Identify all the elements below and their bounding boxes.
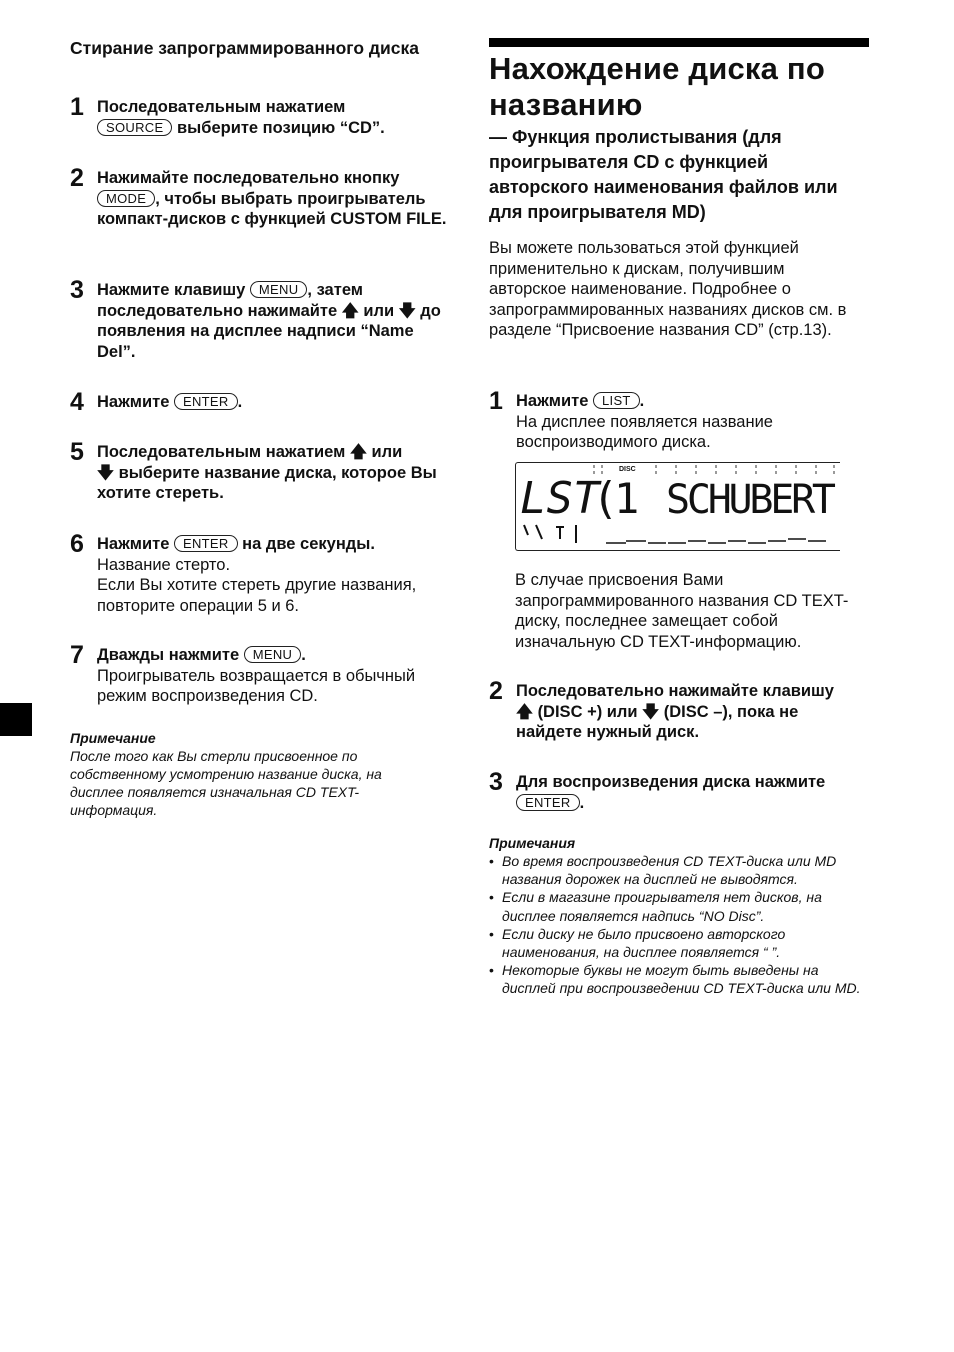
list-key: LIST xyxy=(593,392,640,409)
source-key: SOURCE xyxy=(97,119,172,136)
step-number: 3 xyxy=(70,276,84,304)
step-text: . xyxy=(639,392,645,410)
lcd-bottom-glyphs xyxy=(524,525,576,543)
step-text: Нажмите xyxy=(97,393,170,411)
step-text: до появления на дисплее надписи “Name Del”. xyxy=(97,301,441,361)
step-text: Нажмите клавишу xyxy=(97,281,246,299)
section-subheading: Стирание запрограммированного диска xyxy=(70,38,419,58)
note-item: • Если диску не было присвоено авторского наименования, на дисплее появляется “ ”. xyxy=(489,925,864,961)
menu-key: MENU xyxy=(244,646,301,663)
display-explanation: В случае присвоения Вами запрограммированного названия CD TEXT-диску, последнее замещает собой изначальную CD TEXT-информацию. xyxy=(515,571,849,651)
step-number: 3 xyxy=(489,768,503,796)
lcd-disc-name: SCHUBERT xyxy=(666,477,836,523)
step-number: 4 xyxy=(70,388,84,416)
lcd-disc-number: 1 xyxy=(614,474,640,523)
note-text: После того как Вы стерли присвоенное по собственному усмотрению название диска, на дисплее появляется изначальная CD TEXT-информация. xyxy=(70,748,382,818)
step-7 xyxy=(70,641,450,707)
lcd-display xyxy=(515,462,840,551)
step-text: Последовательным нажатием xyxy=(97,443,346,461)
note-title: Примечание xyxy=(70,730,156,746)
step-text: . xyxy=(579,793,585,812)
menu-key: MENU xyxy=(250,281,307,298)
step-result: Если Вы хотите стереть другие названия, повторите операции 5 и 6. xyxy=(97,576,417,615)
step-text: Нажимайте последовательно кнопку xyxy=(97,169,400,187)
page-side-tab xyxy=(0,703,32,736)
step-number: 7 xyxy=(70,641,84,669)
step-6 xyxy=(70,530,450,616)
section-rule xyxy=(489,38,869,47)
note-item: • Некоторые буквы не могут быть выведены на дисплей при воспроизведении CD TEXT-диска или MD. xyxy=(489,961,864,997)
enter-key: ENTER xyxy=(174,393,238,410)
step-text: Для воспроизведения диска нажмите xyxy=(516,773,826,791)
note-item: • Во время воспроизведения CD TEXT-диска или MD названия дорожек на дисплей не выводятся. xyxy=(489,852,864,888)
step-2 xyxy=(70,164,450,230)
step-4 xyxy=(70,388,450,416)
step-number: 1 xyxy=(489,387,503,415)
find-step-2 xyxy=(489,677,849,743)
step-text: Нажмите xyxy=(516,392,589,410)
up-arrow-icon: 🡅 xyxy=(349,443,367,461)
step-number: 2 xyxy=(70,164,84,192)
step-text: выберите название диска, которое Вы хотите стереть. xyxy=(97,463,437,503)
step-text: или xyxy=(363,301,395,320)
up-arrow-icon: 🡅 xyxy=(341,301,359,320)
step-text: (DISC +) или xyxy=(537,702,638,721)
step-text: , чтобы выбрать проигрыватель компакт-дисков с функцией CUSTOM FILE. xyxy=(97,189,447,229)
lcd-mode-text: LST xyxy=(520,473,600,524)
step-text: Нажмите xyxy=(97,535,170,553)
step-text: . xyxy=(301,646,306,664)
lcd-level-bars xyxy=(606,539,826,543)
up-arrow-icon: 🡅 xyxy=(516,702,533,721)
step-text: (DISC –), пока не найдете нужный диск. xyxy=(516,702,799,742)
lcd-disc-label: DISC xyxy=(619,466,636,473)
step-3 xyxy=(70,276,450,362)
enter-key: ENTER xyxy=(516,794,580,811)
note-item: • Если в магазине проигрывателя нет дисков, на дисплее появляется надпись “NO Disc”. xyxy=(489,888,864,924)
step-text: или xyxy=(371,443,403,461)
step-text: Последовательно нажимайте клавишу xyxy=(516,682,834,700)
step-5 xyxy=(70,438,450,504)
down-arrow-icon: 🡇 xyxy=(97,463,114,482)
enter-key: ENTER xyxy=(174,535,238,552)
step-number: 2 xyxy=(489,677,503,705)
down-arrow-icon: 🡇 xyxy=(398,301,416,320)
page-subtitle: — Функция пролистывания (для проигрывателя CD с функцией авторского наименования файлов или для проигрывателя MD) xyxy=(489,127,838,222)
step-text: , затем последовательно нажимайте xyxy=(97,281,363,320)
intro-text: Вы можете пользоваться этой функцией применительно к дискам, получившим авторское наименование. Подробнее о запрограммированных названиях дисков см. в разделе “Присвоение названия CD” (стр.13). xyxy=(489,239,847,340)
down-arrow-icon: 🡇 xyxy=(642,702,660,721)
step-text: выберите позицию “CD”. xyxy=(177,118,385,137)
notes-title: Примечания xyxy=(489,835,576,851)
page-title: Нахождение диска по названию xyxy=(489,51,825,122)
step-result: На дисплее появляется название воспроизводимого диска. xyxy=(516,412,773,452)
notes-list xyxy=(489,852,864,998)
step-number: 5 xyxy=(70,438,84,466)
step-text: . xyxy=(237,393,243,411)
find-step-3 xyxy=(489,768,869,813)
step-result: Проигрыватель возвращается в обычный режим воспроизведения CD. xyxy=(97,666,416,706)
step-result: Название стерто. xyxy=(97,555,231,574)
step-text: Последовательным нажатием xyxy=(97,98,346,116)
find-step-1 xyxy=(489,387,849,453)
step-text: на две секунды. xyxy=(242,535,375,553)
step-number: 1 xyxy=(70,93,84,121)
step-number: 6 xyxy=(70,530,84,558)
step-1 xyxy=(70,93,450,138)
lcd-bracket: ( xyxy=(592,473,619,524)
lcd-display-art xyxy=(516,463,840,550)
step-text: Дважды нажмите xyxy=(97,646,240,664)
mode-key: MODE xyxy=(97,190,155,207)
